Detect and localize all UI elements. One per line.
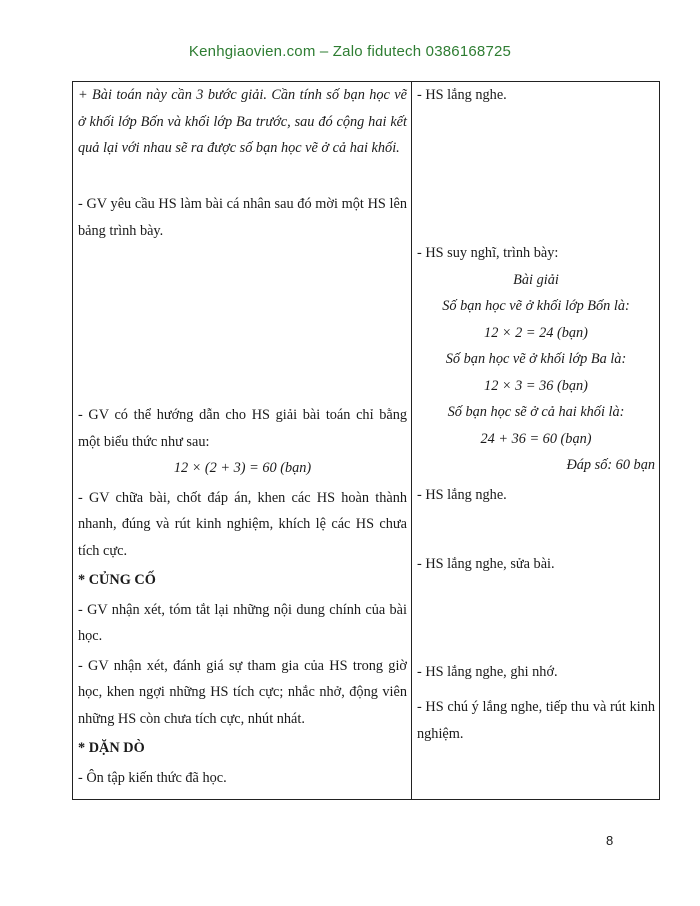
page-number: 8 [606, 833, 614, 848]
solution-line-1: Số bạn học vẽ ở khối lớp Bốn là: [442, 298, 630, 314]
solution-line-3: Số bạn học vẽ ở khối lớp Ba là: [445, 351, 627, 367]
teacher-activities-column [78, 82, 407, 791]
right-line-4: - HS lắng nghe, sửa bài. [417, 555, 555, 572]
left-paragraph-1: + Bài toán này cần 3 bước giải. Cần tính số bạn học vẽ ở khối lớp Bốn và khối lớp Ba trước, sau đó cộng hai kết quả lại với nhau sẽ ra được số bạn học vẽ ở cả hai khối. [78, 87, 407, 156]
left-paragraph-6: - GV nhận xét, đánh giá sự tham gia của HS trong giờ học, khen ngợi những HS tích cực; nhắc nhở, động viên những HS còn chưa tích cực, nhút nhát. [78, 657, 407, 727]
right-line-1: - HS lắng nghe. [417, 87, 507, 103]
right-line-6: - HS chú ý lắng nghe, tiếp thu và rút kinh nghiệm. [417, 699, 655, 742]
solution-line-2: 12 × 2 = 24 (bạn) [484, 324, 588, 341]
solution-line-6: 24 + 36 = 60 (bạn) [480, 430, 592, 447]
solution-answer: Đáp số: 60 bạn [566, 457, 655, 473]
right-line-5: - HS lắng nghe, ghi nhớ. [417, 663, 558, 680]
column-divider [411, 81, 412, 800]
left-expression: 12 × (2 + 3) = 60 (bạn) [173, 460, 312, 476]
left-paragraph-3: - GV có thể hướng dẫn cho HS giải bài toán chỉ bằng một biểu thức như sau: [78, 407, 407, 450]
solution-line-4: 12 × 3 = 36 (bạn) [484, 377, 588, 394]
section-heading-cung-co: * CỦNG CỐ [78, 572, 156, 588]
right-line-3: - HS lắng nghe. [417, 486, 507, 503]
solution-line-5: Số bạn học sẽ ở cả hai khối là: [447, 404, 625, 420]
section-heading-dan-do: * DẶN DÒ [78, 740, 145, 756]
student-activities-column [417, 82, 655, 747]
right-line-2: - HS suy nghĩ, trình bày: [417, 245, 559, 261]
solution-title: Bài giải [513, 271, 559, 288]
left-paragraph-5: - GV nhận xét, tóm tắt lại những nội dung chính của bài học. [78, 601, 407, 644]
left-spacer [78, 244, 407, 402]
left-paragraph-2: - GV yêu cầu HS làm bài cá nhân sau đó mời một HS lên bảng trình bày. [78, 196, 407, 239]
page-header: Kenhgiaovien.com – Zalo fidutech 0386168725 [188, 43, 512, 60]
left-paragraph-4: - GV chữa bài, chốt đáp án, khen các HS hoàn thành nhanh, đúng và rút kinh nghiệm, khích lệ các HS chưa tích cực. [78, 489, 407, 559]
left-paragraph-7: - Ôn tập kiến thức đã học. [78, 769, 227, 786]
